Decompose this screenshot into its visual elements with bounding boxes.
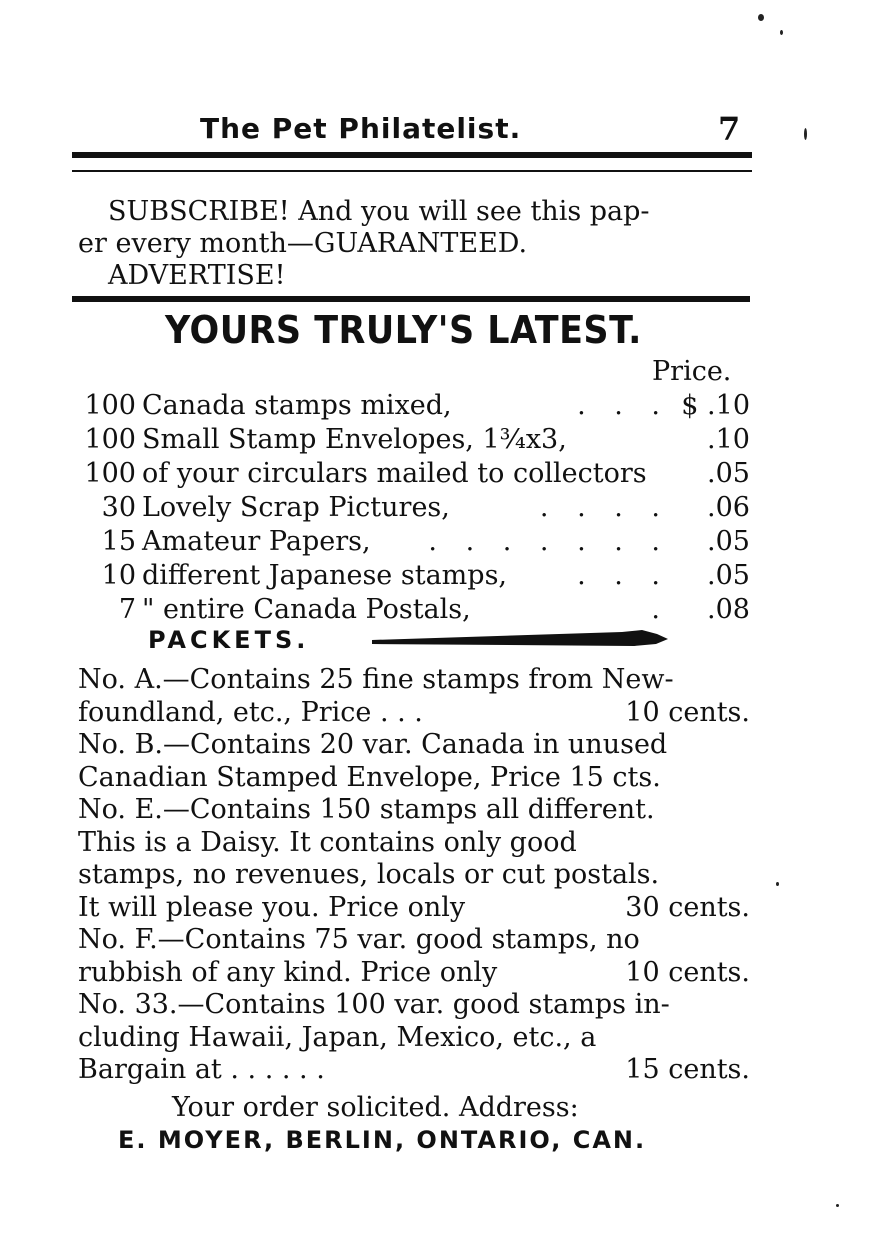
price-list-item bbox=[76, 424, 750, 458]
packet-line-price: 10 cents. bbox=[625, 696, 750, 728]
section-rule bbox=[72, 296, 750, 302]
packet-line-text: cluding Hawaii, Japan, Mexico, etc., a bbox=[78, 1021, 597, 1053]
item-quantity: 15 bbox=[101, 526, 136, 557]
leader-dots: . . . . . . . bbox=[428, 526, 670, 557]
packet-line-text: It will please you. Price only bbox=[78, 891, 466, 923]
packet-line-text: No. A.—Contains 25 fine stamps from New- bbox=[78, 664, 674, 695]
subscribe-line-1: SUBSCRIBE! And you will see this pap- bbox=[108, 196, 650, 227]
item-description: Amateur Papers, bbox=[142, 526, 371, 557]
packet-text-line bbox=[78, 957, 750, 989]
packet-text-line bbox=[78, 892, 750, 924]
price-list-item bbox=[76, 458, 750, 492]
leader-dots: . . . bbox=[577, 560, 670, 591]
packet-line-price: 10 cents. bbox=[625, 956, 750, 988]
leader-dots: . . . bbox=[577, 390, 670, 421]
packet-text-line bbox=[78, 924, 750, 956]
item-price: $ .10 bbox=[681, 390, 750, 421]
header-rule-thin bbox=[72, 170, 752, 172]
item-price: .06 bbox=[707, 492, 750, 523]
packet-line-text: foundland, etc., Price . . . bbox=[78, 696, 423, 728]
item-price: .05 bbox=[707, 458, 750, 489]
page-number: 7 bbox=[718, 110, 741, 148]
packet-text-line bbox=[78, 697, 750, 729]
packet-line-text: Canadian Stamped Envelope, Price 15 cts. bbox=[78, 761, 661, 793]
item-quantity: 30 bbox=[101, 492, 136, 523]
packet-text-line bbox=[78, 794, 750, 826]
packet-text-line bbox=[78, 989, 750, 1021]
advertise-line: ADVERTISE! bbox=[108, 260, 286, 291]
item-quantity: 10 bbox=[101, 560, 136, 591]
packet-text-line bbox=[78, 1022, 750, 1054]
price-list-item bbox=[76, 492, 750, 526]
item-quantity: 100 bbox=[84, 458, 136, 489]
packet-line-text: No. B.—Contains 20 var. Canada in unused bbox=[78, 729, 668, 760]
item-description: " entire Canada Postals, bbox=[142, 594, 471, 625]
price-list-item bbox=[76, 594, 750, 628]
print-speck bbox=[836, 1204, 839, 1207]
item-price: .08 bbox=[707, 594, 750, 625]
order-solicited-line: Your order solicited. Address: bbox=[172, 1092, 579, 1123]
item-description: Small Stamp Envelopes, 1¾x3, bbox=[142, 424, 567, 455]
packet-line-text: No. F.—Contains 75 var. good stamps, no bbox=[78, 924, 640, 955]
advert-headline: YOURS TRULY'S LATEST. bbox=[165, 308, 642, 352]
leader-dots: . bbox=[651, 594, 670, 625]
packet-line-text: This is a Daisy. It contains only good bbox=[78, 826, 577, 858]
item-quantity: 7 bbox=[118, 594, 136, 625]
packet-line-price: 30 cents. bbox=[625, 891, 750, 923]
packet-text-line bbox=[78, 729, 750, 761]
advertiser-address: E. MOYER, BERLIN, ONTARIO, CAN. bbox=[118, 1126, 647, 1154]
print-speck bbox=[776, 882, 779, 886]
item-quantity: 100 bbox=[84, 390, 136, 421]
item-description: different Japanese stamps, bbox=[142, 560, 508, 591]
item-price: .10 bbox=[707, 424, 750, 455]
packet-line-text: No. E.—Contains 150 stamps all different. bbox=[78, 794, 655, 825]
print-speck bbox=[804, 128, 807, 140]
running-title: The Pet Philatelist. bbox=[200, 112, 522, 145]
item-price: .05 bbox=[707, 560, 750, 591]
packet-line-text: stamps, no revenues, locals or cut postals. bbox=[78, 859, 660, 890]
packet-text-line bbox=[78, 859, 750, 891]
packet-line-price: 15 cents. bbox=[625, 1054, 750, 1085]
price-list-item bbox=[76, 560, 750, 594]
item-price: .05 bbox=[707, 526, 750, 557]
packet-line-text: Bargain at . . . . . . bbox=[78, 1054, 325, 1085]
item-description: Canada stamps mixed, bbox=[142, 390, 452, 421]
print-speck bbox=[780, 30, 783, 35]
item-description: Lovely Scrap Pictures, bbox=[142, 492, 450, 523]
packet-text-line bbox=[78, 762, 750, 794]
packet-line-text: No. 33.—Contains 100 var. good stamps in- bbox=[78, 989, 670, 1020]
pointing-hand-icon bbox=[372, 626, 672, 648]
item-description: of your circulars mailed to collectors bbox=[142, 458, 647, 489]
packet-text-line bbox=[78, 827, 750, 859]
price-list-item bbox=[76, 526, 750, 560]
packet-line-text: rubbish of any kind. Price only bbox=[78, 956, 498, 988]
subscribe-line-2: er every month—GUARANTEED. bbox=[78, 228, 528, 259]
leader-dots: . . . . bbox=[539, 492, 670, 523]
price-list-item bbox=[76, 390, 750, 424]
price-column-header: Price. bbox=[652, 356, 732, 387]
print-speck bbox=[758, 14, 764, 21]
packet-text-line bbox=[78, 1054, 750, 1086]
packets-label: PACKETS. bbox=[148, 626, 310, 654]
item-quantity: 100 bbox=[84, 424, 136, 455]
packet-text-line bbox=[78, 664, 750, 696]
header-rule-thick bbox=[72, 152, 752, 158]
